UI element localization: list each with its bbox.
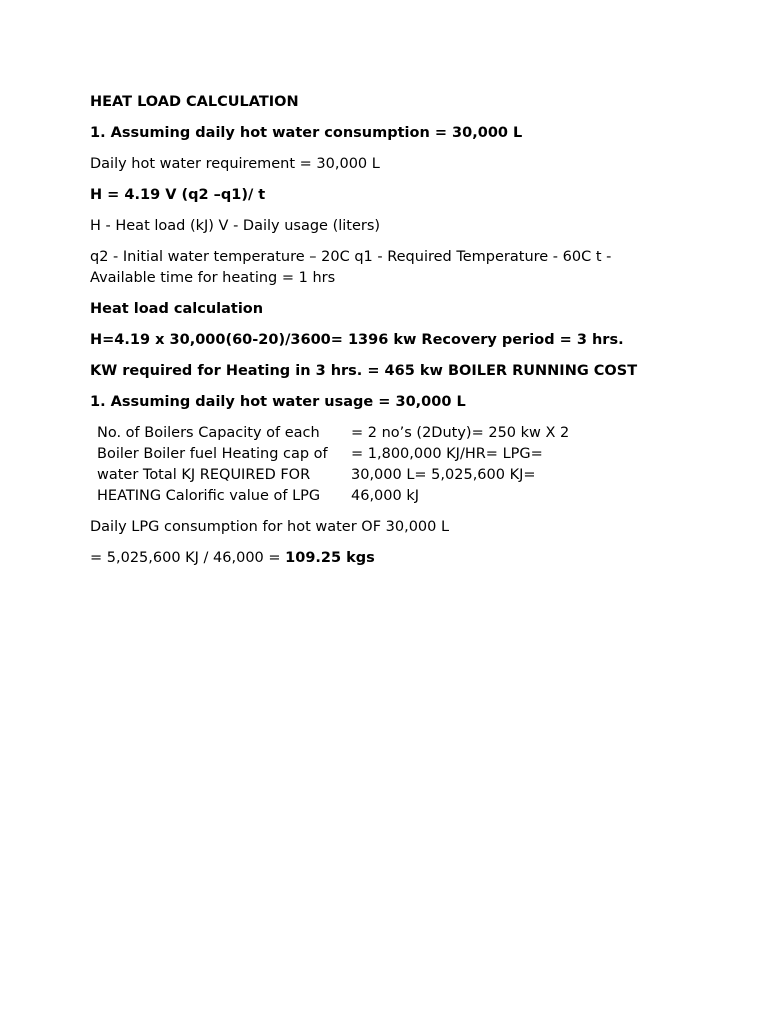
lpg-result-prefix: = 5,025,600 KJ / 46,000 = bbox=[90, 550, 286, 566]
formula-legend-text: H - Heat load (kJ) V - Daily usage (liters) bbox=[90, 218, 381, 234]
table-label-line: Boiler Boiler fuel Heating cap of bbox=[97, 446, 328, 462]
formula-text: H = 4.19 V (q2 –q1)/ t bbox=[90, 187, 266, 203]
boiler-table-labels bbox=[97, 423, 351, 507]
table-value-line: 30,000 L= 5,025,600 KJ= bbox=[351, 467, 536, 483]
document-title: HEAT LOAD CALCULATION bbox=[90, 94, 299, 110]
calculation-result-text: H=4.19 x 30,000(60-20)/3600= 1396 kw Recovery period = 3 hrs. bbox=[90, 332, 624, 348]
table-value-line: = 2 no’s (2Duty)= 250 kw X 2 bbox=[351, 425, 570, 441]
temperatures-text: q2 - Initial water temperature – 20C q1 - Required Temperature - 60C t - Available time for heating = 1 hrs bbox=[90, 249, 612, 286]
calculation-heading: Heat load calculation bbox=[90, 301, 264, 317]
table-label-line: No. of Boilers Capacity of each bbox=[97, 425, 320, 441]
kw-required-text: KW required for Heating in 3 hrs. = 465 kw BOILER RUNNING COST bbox=[90, 363, 638, 379]
document-body bbox=[90, 92, 690, 579]
lpg-result-line bbox=[90, 548, 690, 569]
table-value-line: = 1,800,000 KJ/HR= LPG= bbox=[351, 446, 543, 462]
lpg-consumption-text: Daily LPG consumption for hot water OF 30,000 L bbox=[90, 519, 450, 535]
boiler-table bbox=[97, 423, 690, 507]
table-label-line: HEATING Calorific value of LPG bbox=[97, 488, 321, 504]
boiler-table-values bbox=[351, 423, 651, 507]
table-value-line: 46,000 kJ bbox=[351, 488, 420, 504]
lpg-result-value: 109.25 kgs bbox=[285, 550, 375, 566]
section2-heading: 1. Assuming daily hot water usage = 30,000 L bbox=[90, 394, 466, 410]
section1-heading: 1. Assuming daily hot water consumption = 30,000 L bbox=[90, 125, 523, 141]
daily-requirement-text: Daily hot water requirement = 30,000 L bbox=[90, 156, 380, 172]
table-label-line: water Total KJ REQUIRED FOR bbox=[97, 467, 311, 483]
